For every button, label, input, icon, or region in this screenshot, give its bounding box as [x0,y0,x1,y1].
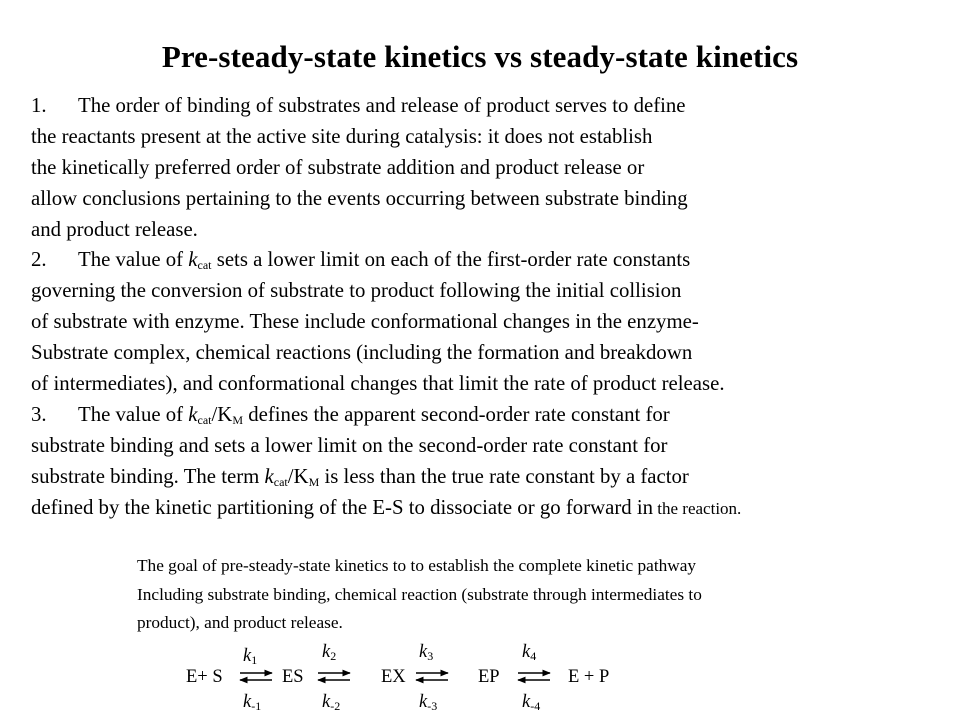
point-2-line-3: of substrate with enzyme. These include conformational changes in the enzyme- [31,310,699,334]
species-es: ES [282,667,304,687]
point-2-number: 2. [31,248,47,272]
point-1-line-4: allow conclusions pertaining to the events occurring between substrate binding [31,186,688,210]
point-1-number: 1. [31,94,47,117]
point-3-line-4: defined by the kinetic partitioning of the E-S to dissociate or go forward in the reaction. [31,495,742,519]
kinetics-points [31,91,956,523]
point-3-line-2: substrate binding and sets a lower limit on the second-order rate constant for [31,433,668,457]
rate-constant-k1: $k_1$ [243,646,258,667]
point-3-number: 3. [31,402,47,426]
species-ep: EP [478,667,500,687]
point-1-line-1: 1. The order of binding of substrates and release of product serves to define [31,91,956,122]
point-2-line-4: Substrate complex, chemical reactions (including the formation and breakdown [31,341,693,365]
point-2-line-1: 2. The value of $k_{cat}$ sets a lower limit on each of the first-order rate constants [31,245,956,276]
rate-constant-k3: $k_3$ [419,642,434,663]
rate-constant-k2: $k_2$ [322,642,337,663]
goal-line-2: Including substrate binding, chemical reaction (substrate through intermediates to [137,584,702,604]
point-3-line-1: 3. The value of $k_{cat}/K_M$ defines the apparent second-order rate constant for [31,400,956,431]
goal-line-1: The goal of pre-steady-state kinetics to to establish the complete kinetic pathway [137,556,697,575]
point-3-line-3: substrate binding. The term $k_{cat}/K_M$ is less than the true rate constant by a factor [31,464,689,489]
goal-statement [137,552,957,638]
rate-constant-k-minus-1: $k_{-1}$ [243,692,262,713]
species-e-plus-s: E+ S [186,667,223,687]
point-1-line-5: and product release. [31,217,198,241]
species-ex: EX [381,667,406,687]
rate-constant-k-minus-2: $k_{-2}$ [322,692,341,713]
point-2-line-5: of intermediates), and conformational changes that limit the rate of product release. [31,372,725,396]
rate-constant-k4: $k_4$ [522,642,537,663]
rate-constant-k-minus-3: $k_{-3}$ [419,692,438,713]
goal-line-3: product), and product release. [137,613,343,632]
page-title: Pre-steady-state kinetics vs steady-state kinetics [161,39,799,74]
point-1-line-3: the kinetically preferred order of substrate addition and product release or [31,155,645,179]
point-2-line-2: governing the conversion of substrate to product following the initial collision [31,279,682,303]
point-1-line-2: the reactants present at the active site during catalysis: it does not establish [31,124,653,148]
rate-constant-k-minus-4: $k_{-4}$ [522,692,541,713]
species-e-plus-p: E + P [568,667,610,687]
